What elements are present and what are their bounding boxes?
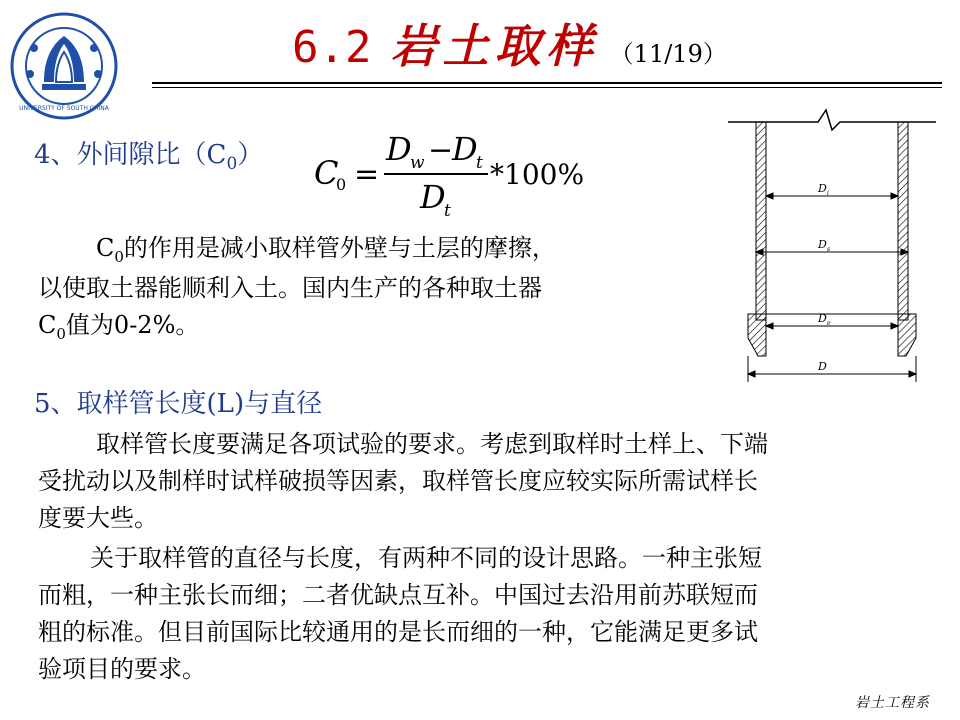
svg-text:D: D bbox=[386, 130, 412, 168]
svg-text:=: = bbox=[354, 157, 380, 192]
title-number: 6.2 bbox=[292, 22, 372, 73]
dim-label-ds: D bbox=[818, 238, 827, 251]
title-rule bbox=[152, 82, 942, 84]
svg-text:0: 0 bbox=[336, 175, 347, 194]
section5-heading: 5、取样管长度(L)与直径 bbox=[34, 389, 323, 419]
svg-text:e: e bbox=[827, 320, 831, 327]
university-logo bbox=[10, 12, 118, 120]
svg-text:s: s bbox=[827, 246, 831, 253]
dim-label-d: D bbox=[818, 360, 827, 373]
dim-label-de: D bbox=[818, 312, 827, 325]
page-counter: （11/19） bbox=[609, 40, 727, 68]
svg-text:t: t bbox=[476, 153, 483, 173]
section4-paragraph: $C_0$的作用是减小取样管外壁与土层的摩擦， 以使取土器能顺利入土。国内生产的各种取土器 $C_0$值为0-2%。 bbox=[38, 234, 556, 343]
slide-title bbox=[292, 10, 727, 82]
section4-heading: 4、外间隙比$(C_0)$ bbox=[34, 140, 264, 174]
sampler-tube-diagram bbox=[728, 100, 958, 382]
svg-text:*100%: *100% bbox=[490, 158, 585, 191]
title-rule-thin bbox=[152, 87, 942, 88]
svg-text:i: i bbox=[827, 190, 829, 197]
svg-text:−: − bbox=[428, 133, 454, 168]
section5-paragraph-b: 关于取样管的直径与长度，有两种不同的设计思路。一种主张短 而粗，一种主张长而细；二者优缺点互补。中国过去沿用前苏联短而 粗的标准。但目前国际比较通用的是长而细的一种，它能满足更多试 验项目的要求。 bbox=[38, 544, 762, 683]
logo-text: UNIVERSITY OF SOUTH CHINA bbox=[19, 105, 109, 112]
dim-label-di: D bbox=[818, 182, 827, 195]
department-label: 岩土工程系 bbox=[855, 695, 930, 711]
clearance-ratio-formula bbox=[310, 128, 610, 218]
svg-text:w: w bbox=[410, 153, 425, 173]
section5-paragraph-a: 取样管长度要满足各项试验的要求。考虑到取样时土样上、下端 受扰动以及制样时试样破损等因素，取样管长度应较实际所需试样长 度要大些。 bbox=[38, 430, 768, 532]
svg-text:D: D bbox=[452, 130, 478, 168]
svg-text:C: C bbox=[314, 154, 339, 192]
svg-text:D: D bbox=[420, 178, 446, 216]
title-text: 岩土取样 bbox=[390, 19, 599, 73]
svg-text:t: t bbox=[444, 201, 451, 218]
